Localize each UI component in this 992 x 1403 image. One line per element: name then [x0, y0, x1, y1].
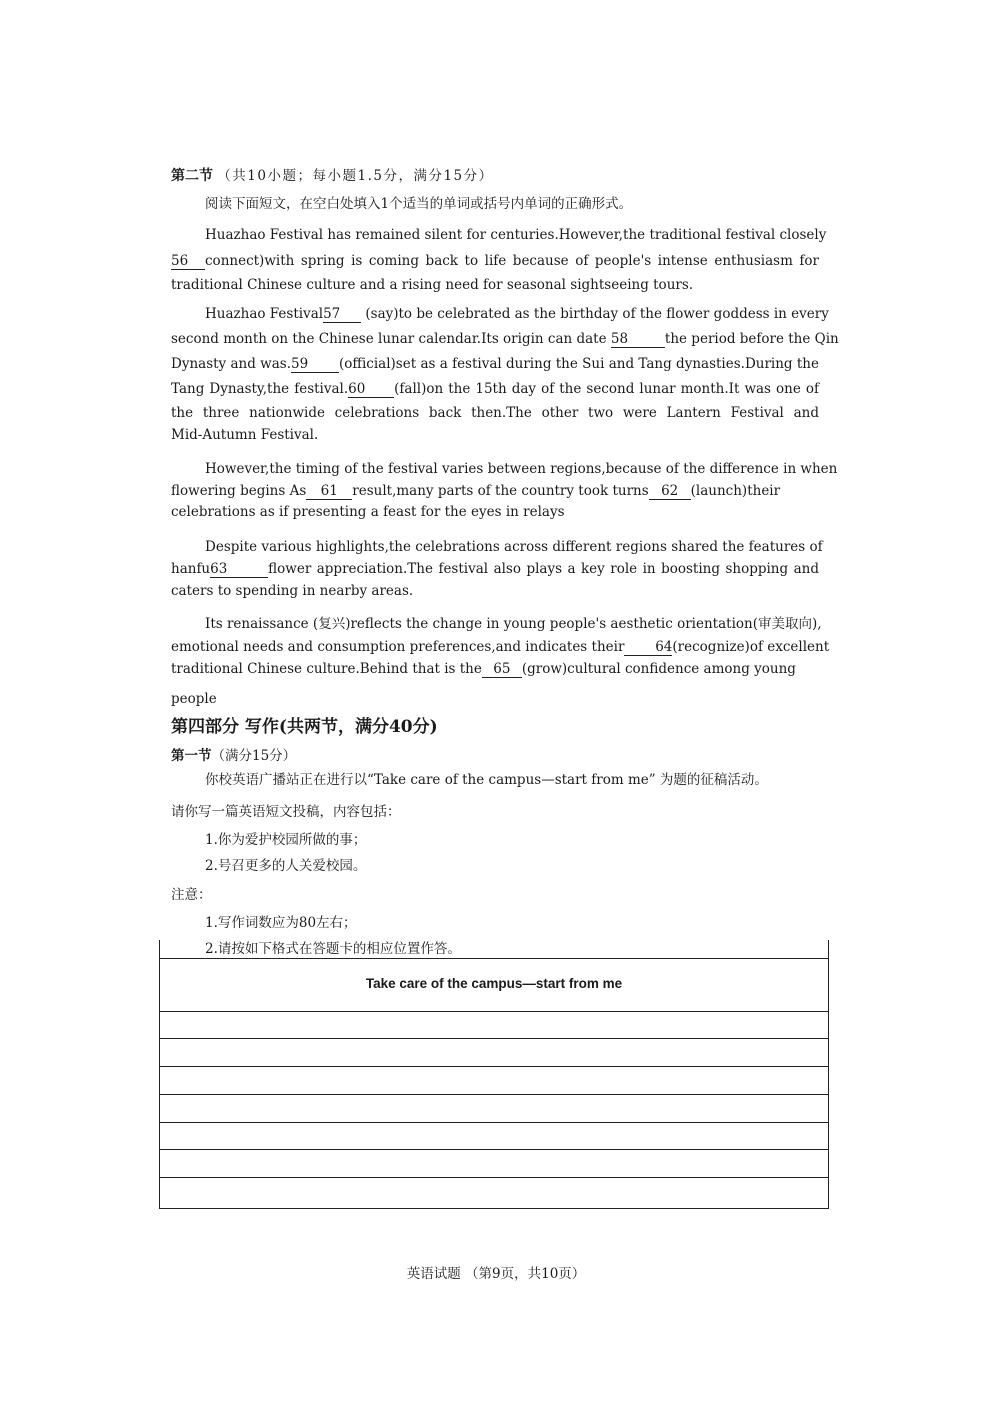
sec1-title: 第一节 — [171, 748, 212, 764]
blank-59[interactable]: 59 — [291, 357, 339, 373]
blank-61[interactable]: 61 — [306, 484, 352, 500]
section-title: 第二节 — [171, 168, 213, 184]
p2-line5: the three nationwide celebrations back then.The other two were Lantern Festival and — [171, 405, 819, 421]
p2-line1-b: (say)to be celebrated as the birthday of the flower goddess in every — [365, 306, 829, 322]
answer-line[interactable] — [160, 1066, 828, 1067]
p2-line1-a: Huazhao Festival — [205, 306, 324, 322]
writing-prompt-2: 请你写一篇英语短文投稿，内容包括： — [171, 804, 401, 820]
blank-56[interactable]: 56 — [171, 254, 205, 270]
writing-answer-table — [159, 958, 829, 1209]
p2-line4-a: Tang Dynasty,the festival. — [171, 381, 349, 397]
p2-line3-a: Dynasty and was. — [171, 356, 291, 372]
answer-line[interactable] — [160, 1011, 828, 1012]
p4-line2-a: hanfu — [171, 561, 211, 577]
p2-line2-b: the period before the Qin — [664, 331, 839, 347]
blank-62[interactable]: 62 — [649, 484, 691, 500]
section-instruction: 阅读下面短文，在空白处填入1个适当的单词或括号内单词的正确形式。 — [205, 196, 633, 212]
content-item-1: 1.你为爱护校园所做的事； — [205, 832, 367, 848]
blank-57[interactable]: 57 — [323, 307, 361, 323]
p3-line2-c: (launch)their — [690, 483, 781, 499]
section-score-note: （共10小题；每小题1.5分，满分15分） — [217, 168, 494, 184]
p3-line1: However,the timing of the festival varies between regions,because of the difference in when — [205, 461, 838, 477]
p5-line3 — [171, 660, 819, 678]
p2-line2 — [171, 330, 839, 348]
answer-line[interactable] — [160, 1094, 828, 1095]
p3-line3: celebrations as if presenting a feast for the eyes in relays — [171, 504, 565, 520]
blank-63[interactable]: 63 — [210, 562, 268, 578]
p2-line6: Mid-Autumn Festival. — [171, 427, 319, 443]
p5-line4: people — [171, 691, 217, 707]
answer-line[interactable] — [160, 1122, 828, 1123]
blank-64[interactable]: 64 — [624, 640, 672, 656]
p2-line2-a: second month on the Chinese lunar calendar.Its origin can date — [171, 331, 607, 347]
p5-line2-b: (recognize)of excellent — [672, 639, 830, 655]
answer-line[interactable] — [160, 1177, 828, 1178]
p3-line2 — [171, 482, 819, 500]
page-footer: 英语试题 （第9页，共10页） — [406, 1266, 586, 1282]
notice-item-1: 1.写作词数应为80左右； — [205, 915, 357, 931]
p1-line2 — [171, 252, 819, 270]
table-border — [160, 958, 828, 959]
p1-line3: traditional Chinese culture and a rising need for seasonal sightseeing tours. — [171, 277, 694, 293]
notice-label: 注意： — [171, 887, 212, 903]
writing-table-title: Take care of the campus—start from me — [365, 976, 623, 991]
notice-item-2: 2.请按如下格式在答题卡的相应位置作答。 — [205, 941, 461, 957]
p3-line2-b: result,many parts of the country took turns — [352, 483, 649, 499]
p2-line4-b: (fall)on the 15th day of the second lunar month.It was one of — [394, 381, 820, 397]
table-tick-right — [828, 940, 829, 958]
p5-line1: Its renaissance (复兴)reflects the change in young people's aesthetic orientation(审美取向), — [205, 616, 822, 632]
writing-prompt-1: 你校英语广播站正在进行以“Take care of the campus—start from me” 为题的征稿活动。 — [205, 772, 768, 788]
p2-line3-b: (official)set as a festival during the Sui and Tang dynasties.During the — [338, 356, 819, 372]
p4-line2 — [171, 560, 819, 578]
p2-line4 — [171, 380, 819, 398]
p4-line2-b: flower appreciation.The festival also plays a key role in boosting shopping and — [268, 561, 819, 577]
blank-60[interactable]: 60 — [348, 382, 394, 398]
p5-line2-a: emotional needs and consumption preferences,and indicates their — [171, 639, 625, 655]
p1-line1: Huazhao Festival has remained silent for centuries.However,the traditional festival closely — [205, 227, 827, 243]
p5-line3-a: traditional Chinese culture.Behind that is the — [171, 661, 482, 677]
p2-line1 — [205, 305, 829, 323]
table-tick-left — [159, 940, 160, 958]
blank-58[interactable]: 58 — [611, 332, 665, 348]
answer-line[interactable] — [160, 1149, 828, 1150]
part4-heading: 第四部分 写作(共两节，满分40分) — [171, 717, 438, 737]
part4-sec1-heading — [171, 747, 819, 765]
section-heading — [171, 167, 819, 185]
content-item-2: 2.号召更多的人关爱校园。 — [205, 858, 367, 874]
p4-line3: caters to spending in nearby areas. — [171, 583, 414, 599]
sec1-note: （满分15分） — [211, 748, 297, 764]
blank-65[interactable]: 65 — [482, 662, 522, 678]
p1-line2-text: connect)with spring is coming back to life because of people's intense enthusiasm for — [205, 253, 819, 269]
p3-line2-a: flowering begins As — [171, 483, 307, 499]
p5-line3-b: (grow)cultural confidence among young — [521, 661, 796, 677]
p4-line1: Despite various highlights,the celebrations across different regions shared the features of — [205, 539, 823, 555]
p2-line3 — [171, 355, 819, 373]
answer-line[interactable] — [160, 1038, 828, 1039]
p5-line2 — [171, 638, 830, 656]
